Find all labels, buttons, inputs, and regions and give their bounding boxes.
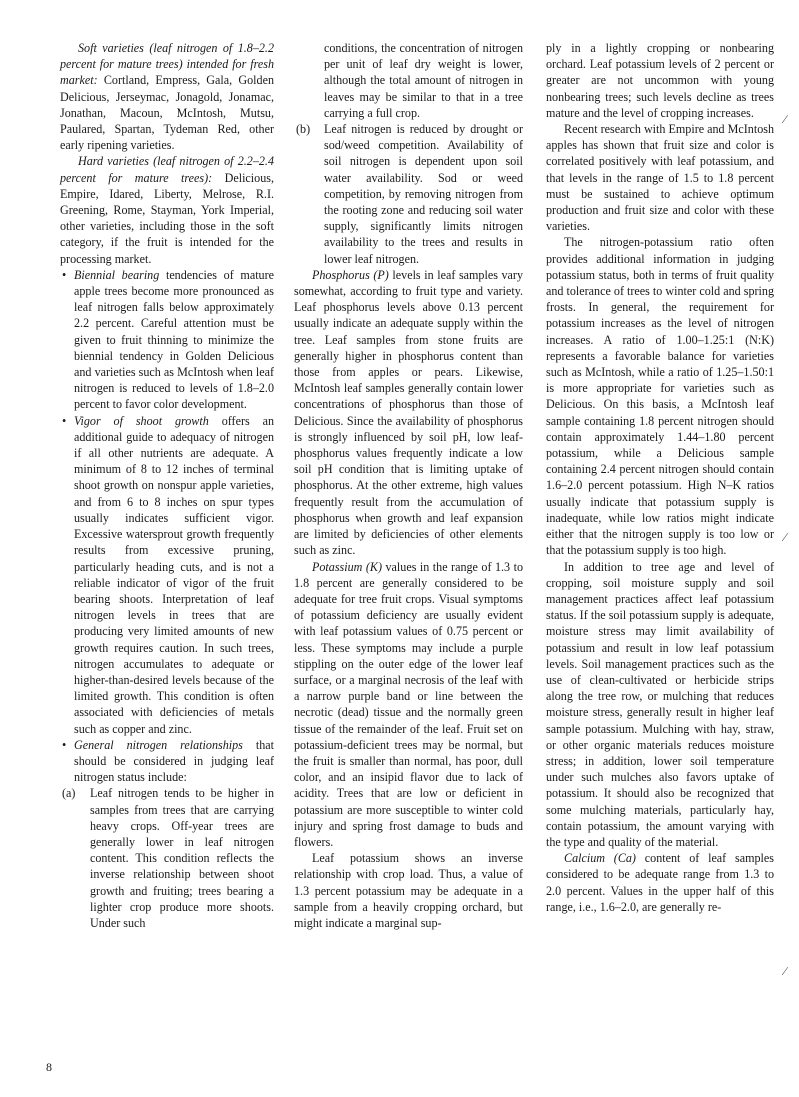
hard-varieties-text: Delicious, Empire, Idared, Liberty, Melrose, R.I. Greening, Rome, Stayman, York Imperial, other varieties, including those in the soft category, if the fruit is intended for the processing market.: [60, 170, 274, 266]
soft-varieties-paragraph: [60, 40, 274, 153]
leaf-potassium-paragraph: Leaf potassium shows an inverse relationship with crop load. Thus, a value of 1.3 percent potassium may be adequate in a sample from a heavily cropping orchard, but might indicate a marginal sup-: [294, 851, 523, 930]
nk-ratio-paragraph: The nitrogen-potassium ratio often provides additional information in judging potassium status, both in terms of fruit quality and tolerance of trees to winter cold and spring frosts. In general, the requirement for potassium increases as the level of nitrogen increases. A ratio of 1.00–1.25:1 (N:K) represents a favorable balance for varieties such as McIntosh, while a ratio of 1.25–1.50:1 is more appropriate for varieties such as Delicious. On this basis, a McIntosh leaf sample containing 1.8 percent nitrogen should contain approximately 1.44–1.80 percent potassium, while a Delicious sample containing 2.4 percent nitrogen should contain 1.6–2.0 percent potassium. High N–K ratios usually indicate that potassium supply is inadequate, while low ratios might indicate either that the nitrogen supply is too low or that the potassium supply is too high.: [546, 235, 774, 558]
sub-item-b-label: (b): [296, 122, 311, 137]
potassium-continued-paragraph: ply in a lightly cropping or nonbearing orchard. Leaf potassium levels of 2 percent or greater are not uncommon with young nonbearing trees; such levels decline as trees mature and the level of cropping increases.: [546, 41, 774, 120]
sub-item-b: [294, 121, 523, 267]
margin-tick-mark: ∕: [784, 964, 787, 978]
sub-item-a: [60, 785, 274, 931]
soil-management-paragraph: In addition to tree age and level of cropping, soil moisture supply and soil management practices affect leaf potassium status. If the soil potassium supply is adequate, moisture stress may limit availability of potassium and result in low leaf potassium levels. Soil management practices such as the use of clean-cultivated or herbicide strips along the tree row, or mulching that reduces moisture stress, generally result in higher leaf sample potassium. Mulching with hay, straw, or other organic materials reduces moisture stress; in addition, lower soil temperature under such mulches also favors uptake of potassium. It should also be recognized that some mulching materials, particularly hay, contain potassium, the amount varying with the type and quality of the material.: [546, 559, 774, 849]
phosphorus-paragraph: [294, 267, 523, 559]
column-2: [294, 40, 523, 931]
calcium-heading: Calcium (Ca): [564, 851, 636, 866]
vigor-bullet: [60, 413, 274, 737]
column-3: [546, 40, 774, 915]
phosphorus-text: levels in leaf samples vary somewhat, according to fruit type and variety. Leaf phosphorus levels above 0.13 percent usually indicate an adequate supply within the tree. Leaf samples from stone fruits are generally higher in phosphorus content than those from apples or pears. Likewise, McIntosh leaf samples generally contain lower concentrations of phosphorus than those of Delicious. Since the availability of phosphorus is strongly influenced by soil pH, low leaf-phosphorus values frequently indicate a low soil pH condition that is limiting uptake of phosphorus. At the other extreme, high values frequently result from the accumulation of phosphorus when growth and leaf expansion are limited by deficiencies of other elements such as zinc.: [294, 267, 523, 558]
sub-item-a-continued: conditions, the concentration of nitrogen per unit of leaf dry weight is lower, although the total amount of nitrogen in leaves may be similar to that in a tree carrying a full crop.: [324, 41, 523, 120]
calcium-paragraph: [546, 850, 774, 915]
potassium-text: values in the range of 1.3 to 1.8 percent are generally considered to be adequate for tree fruit crops. Visual symptoms of potassium deficiency are usually evident with leaf potassium values of 0.75 percent or less. These symptoms may include a purple stippling on the outer edge of the lower leaf surface, or a marginal necrosis of the leaf with a narrow purple band or line between the necrotic (dead) tissue and the normally green tissue of the remainder of the leaf. Fruit set on potassium-deficient trees may be normal, but the fruit is smaller than normal, has poor, dull color, and an insipid flavor due to lack of acidity. Trees that are low or deficient in potassium are more susceptible to winter cold injury and spring frost damage to buds and flowers.: [294, 559, 523, 849]
sub-item-b-text: Leaf nitrogen is reduced by drought or sod/weed competition. Availability of soil nitrogen is dependent upon soil water availability. Sod or weed competition, by removing nitrogen from the rooting zone and reducing soil water supply, significantly limits nitrogen availability to the trees and results in lower leaf nitrogen.: [324, 122, 523, 266]
hard-varieties-heading: Hard varieties (leaf nitrogen of 2.2–2.4 percent for mature trees):: [60, 154, 274, 185]
margin-tick-mark: ∕: [784, 530, 787, 544]
research-paragraph: Recent research with Empire and McIntosh apples has shown that fruit size and color is correlated positively with leaf potassium, and that levels in the range of 1.5 to 1.8 percent must be sustained to achieve optimum production and fruit size and color with these varieties.: [546, 122, 774, 234]
soft-varieties-text: Cortland, Empress, Gala, Golden Delicious, Jerseymac, Jonagold, Jonamac, Jonathan, Macoun, McIntosh, Mutsu, Paulared, Spartan, Tydeman Red, other early ripening varieties.: [60, 73, 274, 153]
sub-item-a-label: (a): [62, 786, 76, 801]
phosphorus-heading: Phosphorus (P): [312, 267, 389, 282]
potassium-heading: Potassium (K): [312, 559, 383, 574]
page-number: 8: [46, 1060, 52, 1074]
biennial-bearing-bullet: [60, 267, 274, 413]
biennial-bearing-heading: Biennial bearing: [74, 267, 160, 282]
general-nitrogen-bullet: [60, 737, 274, 786]
vigor-heading: Vigor of shoot growth: [74, 413, 209, 428]
biennial-bearing-text: tendencies of mature apple trees become more pronounced as leaf nitrogen falls below approximately 2.2 percent. Careful attention must be given to fruit thinning to minimize the biennial tendency in Golden Delicious and varieties such as McIntosh when leaf nitrogen is reduced to levels of 1.8–2.0 percent to favor color development.: [74, 267, 274, 412]
sub-item-a-text: Leaf nitrogen tends to be higher in samples from trees that are carrying heavy crops. Off-year trees are generally lower in leaf nitrogen content. This condition reflects the inverse relationship between shoot growth and fruiting; trees bearing a lighter crop produce more shoots. Under such: [90, 786, 274, 930]
column-1: [60, 40, 274, 931]
general-nitrogen-heading: General nitrogen relationships: [74, 737, 243, 752]
hard-varieties-paragraph: [60, 153, 274, 266]
vigor-text: offers an additional guide to adequacy of nitrogen if all other nutrients are adequate. A minimum of 8 to 12 inches of terminal shoot growth on nonspur apple varieties, and from 6 to 8 inches on spur types usually indicates sufficient vigor. Excessive watersprout growth frequently results from excessive pruning, particularly heading cuts, and is not a reliable indicator of vigor of the fruit bearing shoots. Interpretation of leaf nitrogen levels in trees that are producing very limited amounts of new growth requires caution. In such trees, nitrogen accumulates to adequate or higher-than-desired levels because of the limited growth. This condition is often associated with deficiencies of metals such as copper and zinc.: [74, 413, 274, 736]
margin-tick-mark: ∕: [784, 112, 787, 126]
general-nitrogen-text: that should be considered in judging leaf nitrogen status include:: [74, 737, 274, 785]
calcium-text: content of leaf samples considered to be adequate range from 1.3 to 2.0 percent. Values in the upper half of this range, i.e., 1.6–2.0, are generally re-: [546, 851, 774, 914]
potassium-paragraph: [294, 559, 523, 851]
soft-varieties-heading: Soft varieties (leaf nitrogen of 1.8–2.2 percent for mature trees) intended for fresh market:: [60, 41, 274, 88]
